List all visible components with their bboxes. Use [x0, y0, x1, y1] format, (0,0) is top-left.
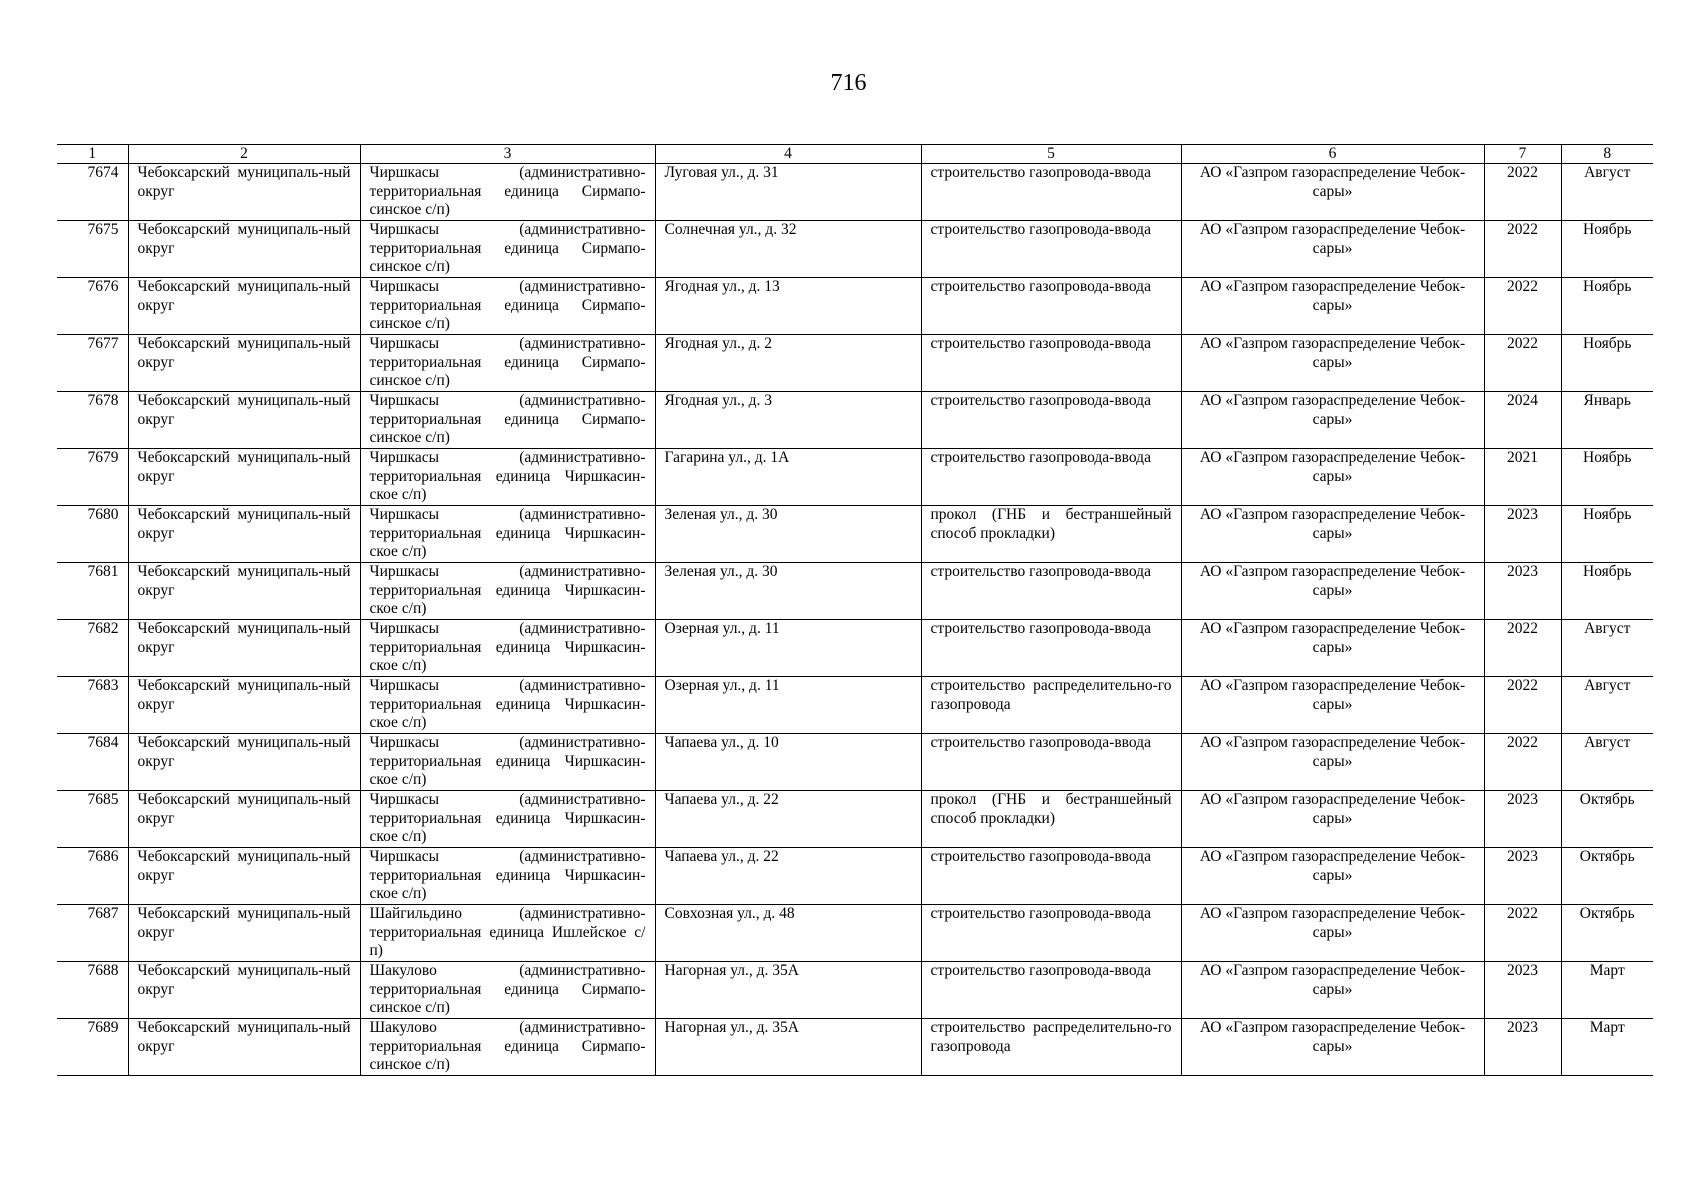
table-row [57, 1019, 1653, 1076]
year-cell: 2022 [1484, 734, 1561, 791]
work-type-cell: строительство газопровода-ввода [921, 449, 1181, 506]
column-number: 3 [360, 145, 655, 164]
address-cell: Луговая ул., д. 31 [655, 164, 921, 221]
table-row [57, 563, 1653, 620]
work-type-cell: строительство газопровода-ввода [921, 164, 1181, 221]
month-cell: Август [1561, 677, 1653, 734]
organization-cell: АО «Газпром газораспределение Чебок-сары» [1181, 1019, 1484, 1076]
month-cell: Ноябрь [1561, 221, 1653, 278]
register-body [57, 164, 1653, 1076]
table-row [57, 221, 1653, 278]
year-cell: 2023 [1484, 1019, 1561, 1076]
column-number: 6 [1181, 145, 1484, 164]
organization-cell: АО «Газпром газораспределение Чебок-сары» [1181, 848, 1484, 905]
entry-number: 7688 [57, 962, 128, 1019]
table-row [57, 506, 1653, 563]
settlement-cell: Чиршкасы (административно-территориальная единица Сирмапо-синское с/п) [360, 278, 655, 335]
month-cell: Октябрь [1561, 905, 1653, 962]
settlement-cell: Чиршкасы (административно-территориальная единица Чиршкасин-ское с/п) [360, 506, 655, 563]
address-cell: Зеленая ул., д. 30 [655, 506, 921, 563]
district-cell: Чебоксарский муниципаль-ный округ [128, 392, 360, 449]
settlement-cell: Чиршкасы (административно-территориальная единица Сирмапо-синское с/п) [360, 164, 655, 221]
entry-number: 7680 [57, 506, 128, 563]
district-cell: Чебоксарский муниципаль-ный округ [128, 620, 360, 677]
year-cell: 2022 [1484, 905, 1561, 962]
district-cell: Чебоксарский муниципаль-ный округ [128, 164, 360, 221]
table-row [57, 677, 1653, 734]
table-row [57, 335, 1653, 392]
organization-cell: АО «Газпром газораспределение Чебок-сары» [1181, 392, 1484, 449]
column-number: 1 [57, 145, 128, 164]
year-cell: 2023 [1484, 848, 1561, 905]
month-cell: Октябрь [1561, 848, 1653, 905]
year-cell: 2022 [1484, 677, 1561, 734]
address-cell: Озерная ул., д. 11 [655, 620, 921, 677]
address-cell: Озерная ул., д. 11 [655, 677, 921, 734]
month-cell: Ноябрь [1561, 563, 1653, 620]
district-cell: Чебоксарский муниципаль-ный округ [128, 221, 360, 278]
month-cell: Август [1561, 620, 1653, 677]
district-cell: Чебоксарский муниципаль-ный округ [128, 278, 360, 335]
settlement-cell: Шакулово (административно-территориальная единица Сирмапо-синское с/п) [360, 962, 655, 1019]
address-cell: Солнечная ул., д. 32 [655, 221, 921, 278]
work-type-cell: прокол (ГНБ и бестраншейный способ прокладки) [921, 506, 1181, 563]
column-number: 4 [655, 145, 921, 164]
organization-cell: АО «Газпром газораспределение Чебок-сары» [1181, 905, 1484, 962]
settlement-cell: Чиршкасы (административно-территориальная единица Сирмапо-синское с/п) [360, 335, 655, 392]
column-number: 7 [1484, 145, 1561, 164]
entry-number: 7683 [57, 677, 128, 734]
district-cell: Чебоксарский муниципаль-ный округ [128, 563, 360, 620]
year-cell: 2023 [1484, 506, 1561, 563]
table-row [57, 734, 1653, 791]
month-cell: Август [1561, 734, 1653, 791]
settlement-cell: Чиршкасы (административно-территориальная единица Чиршкасин-ское с/п) [360, 449, 655, 506]
settlement-cell: Чиршкасы (административно-территориальная единица Чиршкасин-ское с/п) [360, 620, 655, 677]
month-cell: Октябрь [1561, 791, 1653, 848]
table-row [57, 449, 1653, 506]
settlement-cell: Чиршкасы (административно-территориальная единица Чиршкасин-ское с/п) [360, 563, 655, 620]
district-cell: Чебоксарский муниципаль-ный округ [128, 677, 360, 734]
organization-cell: АО «Газпром газораспределение Чебок-сары» [1181, 335, 1484, 392]
column-number: 8 [1561, 145, 1653, 164]
address-cell: Чапаева ул., д. 22 [655, 848, 921, 905]
address-cell: Совхозная ул., д. 48 [655, 905, 921, 962]
entry-number: 7679 [57, 449, 128, 506]
settlement-cell: Чиршкасы (административно-территориальная единица Сирмапо-синское с/п) [360, 221, 655, 278]
settlement-cell: Чиршкасы (административно-территориальная единица Чиршкасин-ское с/п) [360, 677, 655, 734]
work-type-cell: строительство газопровода-ввода [921, 962, 1181, 1019]
address-cell: Нагорная ул., д. 35А [655, 1019, 921, 1076]
work-type-cell: строительство газопровода-ввода [921, 848, 1181, 905]
year-cell: 2021 [1484, 449, 1561, 506]
month-cell: Ноябрь [1561, 335, 1653, 392]
address-cell: Чапаева ул., д. 10 [655, 734, 921, 791]
month-cell: Август [1561, 164, 1653, 221]
settlement-cell: Чиршкасы (административно-территориальная единица Сирмапо-синское с/п) [360, 392, 655, 449]
entry-number: 7687 [57, 905, 128, 962]
district-cell: Чебоксарский муниципаль-ный округ [128, 449, 360, 506]
table-row [57, 962, 1653, 1019]
year-cell: 2023 [1484, 962, 1561, 1019]
column-number-row [57, 145, 1653, 164]
entry-number: 7677 [57, 335, 128, 392]
work-type-cell: строительство газопровода-ввода [921, 278, 1181, 335]
organization-cell: АО «Газпром газораспределение Чебок-сары» [1181, 791, 1484, 848]
year-cell: 2023 [1484, 791, 1561, 848]
month-cell: Ноябрь [1561, 449, 1653, 506]
organization-cell: АО «Газпром газораспределение Чебок-сары» [1181, 962, 1484, 1019]
organization-cell: АО «Газпром газораспределение Чебок-сары» [1181, 563, 1484, 620]
organization-cell: АО «Газпром газораспределение Чебок-сары» [1181, 449, 1484, 506]
settlement-cell: Шайгильдино (административно-территориальная единица Ишлейское с/п) [360, 905, 655, 962]
entry-number: 7676 [57, 278, 128, 335]
district-cell: Чебоксарский муниципаль-ный округ [128, 791, 360, 848]
column-number: 2 [128, 145, 360, 164]
work-type-cell: строительство газопровода-ввода [921, 335, 1181, 392]
work-type-cell: строительство газопровода-ввода [921, 620, 1181, 677]
address-cell: Зеленая ул., д. 30 [655, 563, 921, 620]
page-number: 716 [830, 70, 867, 96]
address-cell: Ягодная ул., д. 2 [655, 335, 921, 392]
month-cell: Март [1561, 962, 1653, 1019]
month-cell: Ноябрь [1561, 278, 1653, 335]
organization-cell: АО «Газпром газораспределение Чебок-сары» [1181, 506, 1484, 563]
district-cell: Чебоксарский муниципаль-ный округ [128, 962, 360, 1019]
address-cell: Нагорная ул., д. 35А [655, 962, 921, 1019]
address-cell: Ягодная ул., д. 13 [655, 278, 921, 335]
entry-number: 7685 [57, 791, 128, 848]
work-type-cell: строительство распределительно-го газопровода [921, 1019, 1181, 1076]
gasification-register-table [57, 144, 1653, 1076]
year-cell: 2022 [1484, 221, 1561, 278]
address-cell: Чапаева ул., д. 22 [655, 791, 921, 848]
work-type-cell: строительство газопровода-ввода [921, 734, 1181, 791]
table-row [57, 392, 1653, 449]
entry-number: 7689 [57, 1019, 128, 1076]
month-cell: Январь [1561, 392, 1653, 449]
year-cell: 2022 [1484, 278, 1561, 335]
work-type-cell: строительство газопровода-ввода [921, 905, 1181, 962]
entry-number: 7675 [57, 221, 128, 278]
organization-cell: АО «Газпром газораспределение Чебок-сары» [1181, 164, 1484, 221]
district-cell: Чебоксарский муниципаль-ный округ [128, 848, 360, 905]
settlement-cell: Чиршкасы (административно-территориальная единица Чиршкасин-ское с/п) [360, 848, 655, 905]
year-cell: 2022 [1484, 164, 1561, 221]
table-row [57, 620, 1653, 677]
table-row [57, 164, 1653, 221]
entry-number: 7684 [57, 734, 128, 791]
year-cell: 2024 [1484, 392, 1561, 449]
year-cell: 2022 [1484, 335, 1561, 392]
district-cell: Чебоксарский муниципаль-ный округ [128, 335, 360, 392]
table-row [57, 278, 1653, 335]
work-type-cell: строительство газопровода-ввода [921, 563, 1181, 620]
year-cell: 2022 [1484, 620, 1561, 677]
month-cell: Ноябрь [1561, 506, 1653, 563]
entry-number: 7682 [57, 620, 128, 677]
organization-cell: АО «Газпром газораспределение Чебок-сары» [1181, 677, 1484, 734]
organization-cell: АО «Газпром газораспределение Чебок-сары» [1181, 734, 1484, 791]
month-cell: Март [1561, 1019, 1653, 1076]
entry-number: 7681 [57, 563, 128, 620]
settlement-cell: Шакулово (административно-территориальная единица Сирмапо-синское с/п) [360, 1019, 655, 1076]
district-cell: Чебоксарский муниципаль-ный округ [128, 506, 360, 563]
table-row [57, 905, 1653, 962]
entry-number: 7686 [57, 848, 128, 905]
work-type-cell: строительство газопровода-ввода [921, 392, 1181, 449]
column-number: 5 [921, 145, 1181, 164]
work-type-cell: строительство газопровода-ввода [921, 221, 1181, 278]
address-cell: Гагарина ул., д. 1А [655, 449, 921, 506]
settlement-cell: Чиршкасы (административно-территориальная единица Чиршкасин-ское с/п) [360, 791, 655, 848]
table-row [57, 791, 1653, 848]
organization-cell: АО «Газпром газораспределение Чебок-сары» [1181, 620, 1484, 677]
address-cell: Ягодная ул., д. 3 [655, 392, 921, 449]
entry-number: 7674 [57, 164, 128, 221]
organization-cell: АО «Газпром газораспределение Чебок-сары» [1181, 278, 1484, 335]
district-cell: Чебоксарский муниципаль-ный округ [128, 905, 360, 962]
work-type-cell: прокол (ГНБ и бестраншейный способ прокладки) [921, 791, 1181, 848]
settlement-cell: Чиршкасы (административно-территориальная единица Чиршкасин-ское с/п) [360, 734, 655, 791]
table-row [57, 848, 1653, 905]
district-cell: Чебоксарский муниципаль-ный округ [128, 1019, 360, 1076]
entry-number: 7678 [57, 392, 128, 449]
district-cell: Чебоксарский муниципаль-ный округ [128, 734, 360, 791]
work-type-cell: строительство распределительно-го газопровода [921, 677, 1181, 734]
organization-cell: АО «Газпром газораспределение Чебок-сары» [1181, 221, 1484, 278]
year-cell: 2023 [1484, 563, 1561, 620]
